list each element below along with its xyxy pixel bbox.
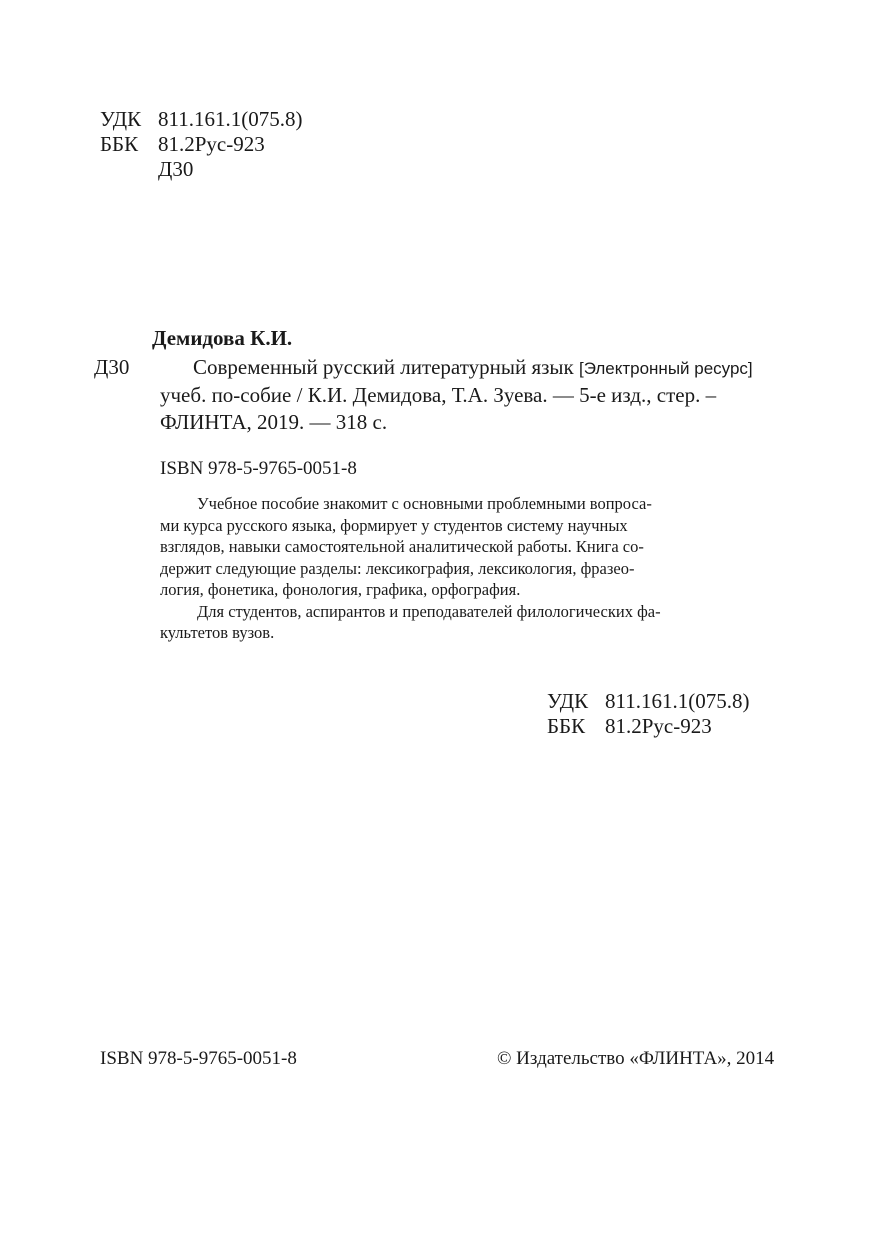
udk-bottom-label: УДК — [547, 689, 589, 713]
annotation-line: Учебное пособие знакомит с основными проблемными вопроса- — [197, 494, 652, 513]
bbk-top-label: ББК — [100, 132, 139, 156]
udk-bottom-value: 811.161.1(075.8) — [605, 689, 750, 713]
annotation-line: культетов вузов. — [160, 623, 275, 642]
author-mark-entry: Д30 — [94, 355, 130, 379]
bibliographic-line-3: ФЛИНТА, 2019. — 318 с. — [160, 410, 388, 434]
isbn-entry: ISBN 978-5-9765-0051-8 — [160, 458, 357, 479]
resource-type: [Электронный ресурс] — [578, 359, 753, 378]
udk-top-value: 811.161.1(075.8) — [158, 107, 303, 131]
isbn-footer: ISBN 978-5-9765-0051-8 — [100, 1048, 297, 1069]
udk-top-line — [100, 107, 302, 132]
annotation-line: Для студентов, аспирантов и преподавателей филологических фа- — [197, 601, 661, 621]
bbk-bottom-label: ББК — [547, 714, 586, 738]
udk-top-label: УДК — [100, 107, 142, 131]
bbk-top-value: 81.2Рус-923 — [158, 132, 265, 156]
annotation-line: взглядов, навыки самостоятельной аналитической работы. Книга со- — [160, 537, 644, 556]
annotation-line: логия, фонетика, фонология, графика, орфография. — [160, 580, 521, 599]
bbk-top-line — [100, 132, 265, 157]
bbk-bottom-line — [547, 714, 712, 739]
annotation-line: держит следующие разделы: лексикография, лексикология, фразео- — [160, 558, 635, 578]
annotation-line: ми курса русского языка, формирует у студентов систему научных — [160, 515, 628, 535]
bibliographic-line-2: учеб. по-собие / К.И. Демидова, Т.А. Зуева. — 5-е изд., стер. – — [160, 383, 717, 407]
copyright-footer: © Издательство «ФЛИНТА», 2014 — [497, 1048, 775, 1069]
bbk-bottom-value: 81.2Рус-923 — [605, 714, 712, 738]
author-heading: Демидова К.И. — [152, 326, 293, 350]
udk-bottom-line — [547, 689, 749, 714]
author-mark-top: Д30 — [158, 157, 194, 181]
book-title: Современный русский литературный язык — [193, 355, 574, 379]
title-line — [193, 355, 753, 380]
